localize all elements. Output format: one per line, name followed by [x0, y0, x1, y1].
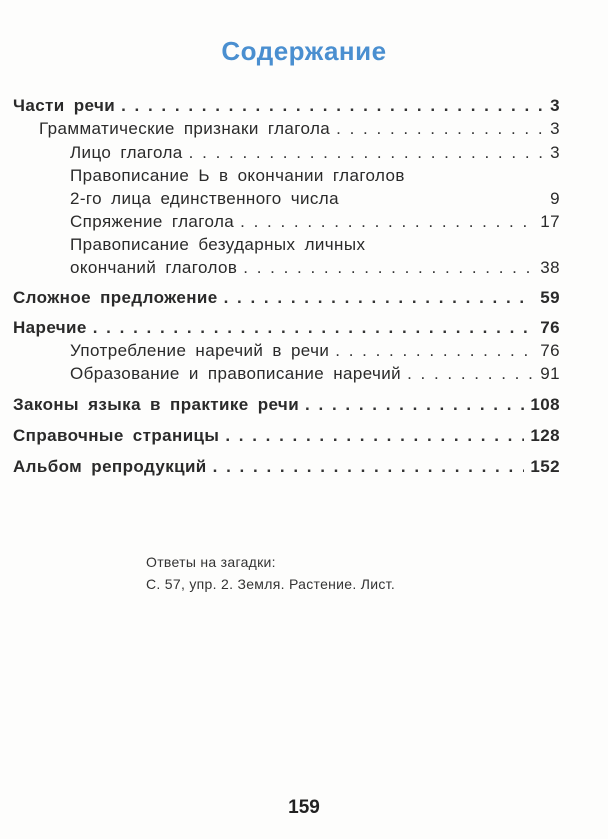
- toc-leader-dots: [121, 94, 544, 117]
- toc-entry-label: Части речи: [13, 96, 116, 115]
- toc-page-number: 59: [540, 288, 560, 307]
- toc-entry-label: Грамматические признаки глагола: [39, 119, 331, 138]
- toc-entry-label: Альбом репродукций: [13, 457, 207, 476]
- toc-page-number: 38: [540, 258, 560, 277]
- toc-page-number: 152: [530, 457, 560, 476]
- toc-entry-label: Законы языка в практике речи: [13, 395, 300, 414]
- toc-page-number: 3: [550, 119, 560, 138]
- toc-entry-albom[interactable]: [13, 455, 560, 478]
- table-of-contents: [13, 94, 560, 478]
- riddle-answers: [146, 551, 395, 595]
- toc-entry-upotreblenie[interactable]: [13, 339, 560, 362]
- toc-entry-label: Справочные страницы: [13, 426, 220, 445]
- toc-entry-label: Образование и правописание наречий: [70, 364, 402, 383]
- toc-entry-zakony[interactable]: [13, 393, 560, 416]
- toc-leader-dots: [93, 316, 535, 339]
- toc-leader-dots: [213, 455, 525, 478]
- toc-leader-dots: [335, 339, 534, 362]
- page-title: Содержание: [221, 36, 387, 66]
- toc-leader-dots: [225, 424, 524, 447]
- toc-entry-label-line2: 2-го лица единственного числа: [70, 189, 339, 208]
- toc-leader-dots: [336, 117, 544, 140]
- toc-page-number: 91: [540, 364, 560, 383]
- toc-leader-dots: [240, 210, 534, 233]
- riddle-answers-heading: Ответы на загадки:: [146, 554, 276, 570]
- toc-entry-label-line2: окончаний глаголов: [70, 258, 238, 277]
- toc-leader-dots: [224, 286, 535, 309]
- toc-page-number: 108: [530, 395, 560, 414]
- toc-page-number: 76: [540, 341, 560, 360]
- toc-entry-label-line1: Правописание безударных личных: [70, 235, 366, 254]
- toc-leader-dots: [407, 362, 534, 385]
- toc-page-number: 128: [530, 426, 560, 445]
- toc-entry-label: Спряжение глагола: [70, 212, 235, 231]
- toc-entry-chasti-rechi[interactable]: [13, 94, 560, 117]
- toc-entry-bezudarnye[interactable]: [13, 233, 560, 279]
- toc-page-number: 9: [550, 189, 560, 208]
- toc-entry-label: Сложное предложение: [13, 288, 218, 307]
- toc-page-number: 17: [540, 212, 560, 231]
- toc-entry-spryazhenie[interactable]: [13, 210, 560, 233]
- page-number: 159: [288, 797, 320, 818]
- toc-entry-label: Употребление наречий в речи: [70, 341, 330, 360]
- toc-entry-slozhnoe[interactable]: [13, 286, 560, 309]
- riddle-answers-text: С. 57, упр. 2. Земля. Растение. Лист.: [146, 576, 396, 592]
- toc-entry-litso[interactable]: [13, 141, 560, 164]
- toc-entry-label: Лицо глагола: [70, 143, 183, 162]
- toc-entry-label-line1: Правописание Ь в окончании глаголов: [70, 166, 405, 185]
- toc-page-number: 3: [550, 143, 560, 162]
- toc-entry-obrazovanie[interactable]: [13, 362, 560, 385]
- toc-leader-dots: [243, 256, 534, 279]
- toc-leader-dots: [189, 141, 544, 164]
- toc-page-number: 3: [550, 96, 560, 115]
- toc-entry-spravochnye[interactable]: [13, 424, 560, 447]
- toc-entry-pravopisanie-b[interactable]: [13, 164, 560, 210]
- toc-page-number: 76: [540, 318, 560, 337]
- toc-entry-label: Наречие: [13, 318, 87, 337]
- toc-entry-narechie[interactable]: [13, 316, 560, 339]
- toc-leader-dots: [305, 393, 524, 416]
- toc-entry-grammaticheskie[interactable]: [13, 117, 560, 140]
